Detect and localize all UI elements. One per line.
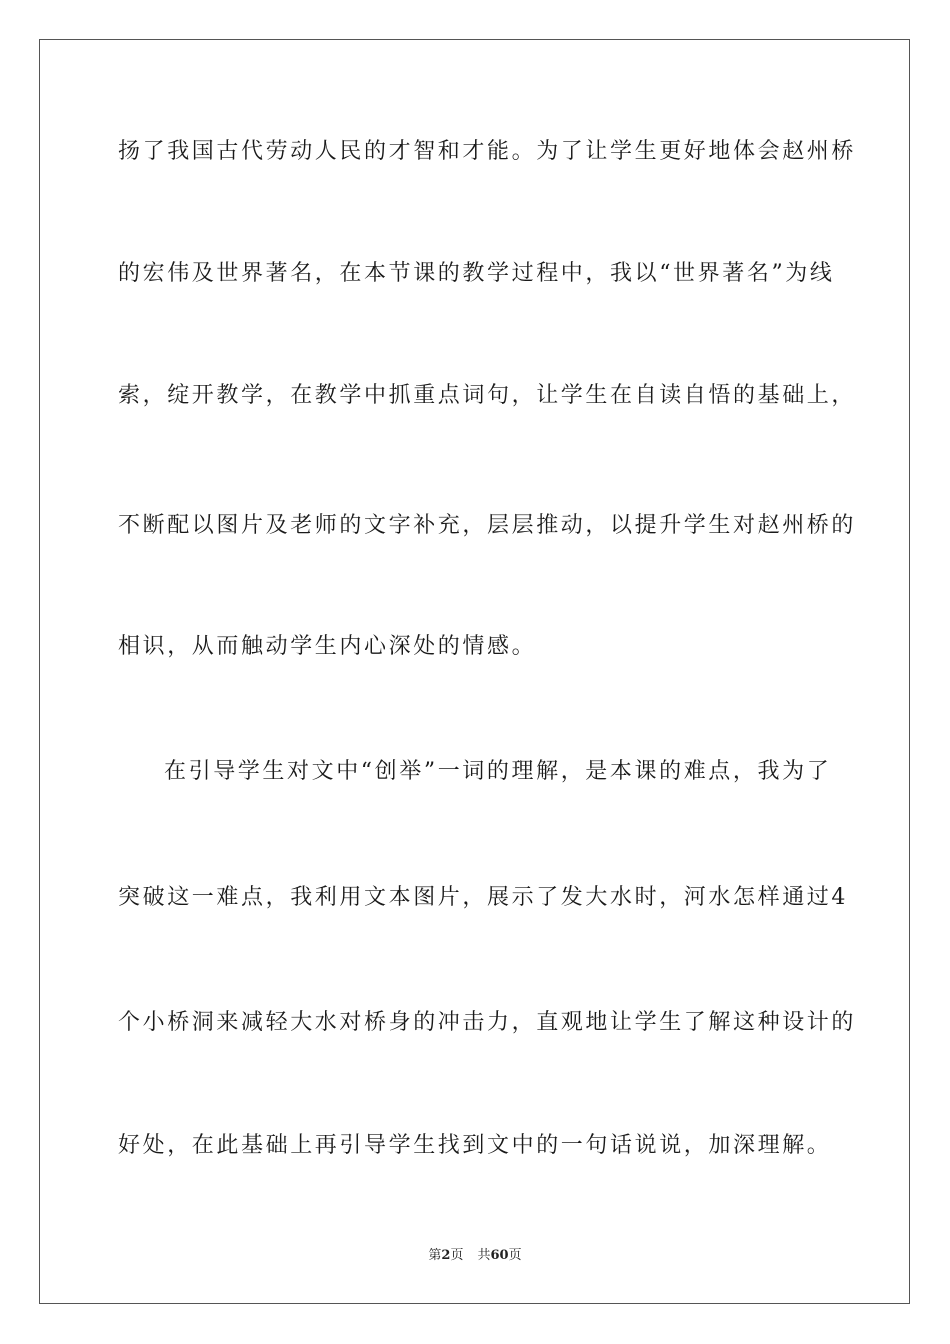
text-line: 不断配以图片及老师的文字补充，层层推动，以提升学生对赵州桥的 xyxy=(118,513,857,538)
text-line: 突破这一难点，我利用文本图片，展示了发大水时，河水怎样通过4 xyxy=(118,885,848,910)
footer-prefix: 第 xyxy=(428,1248,442,1263)
current-page-number: 2 xyxy=(441,1248,451,1263)
text-line: 的宏伟及世界著名，在本节课的教学过程中，我以“世界著名”为线 xyxy=(118,261,835,286)
total-pages-number: 60 xyxy=(490,1248,509,1263)
text-line: 索，绽开教学，在教学中抓重点词句，让学生在自读自悟的基础上， xyxy=(118,383,857,408)
text-line: 相识，从而触动学生内心深处的情感。 xyxy=(118,634,537,659)
text-line: 扬了我国古代劳动人民的才智和才能。为了让学生更好地体会赵州桥 xyxy=(118,139,857,164)
page-border xyxy=(39,39,910,1304)
page-footer xyxy=(0,1247,950,1265)
footer-page-word: 页 xyxy=(450,1248,464,1263)
text-line: 个小桥洞来减轻大水对桥身的冲击力，直观地让学生了解这种设计的 xyxy=(118,1010,857,1035)
paragraph-first-line: 在引导学生对文中“创举”一词的理解，是本课的难点，我为了 xyxy=(164,759,832,784)
text-line: 好处，在此基础上再引导学生找到文中的一句话说说，加深理解。 xyxy=(118,1133,832,1158)
footer-total-prefix: 共 xyxy=(477,1248,491,1263)
footer-total-word: 页 xyxy=(508,1248,522,1263)
